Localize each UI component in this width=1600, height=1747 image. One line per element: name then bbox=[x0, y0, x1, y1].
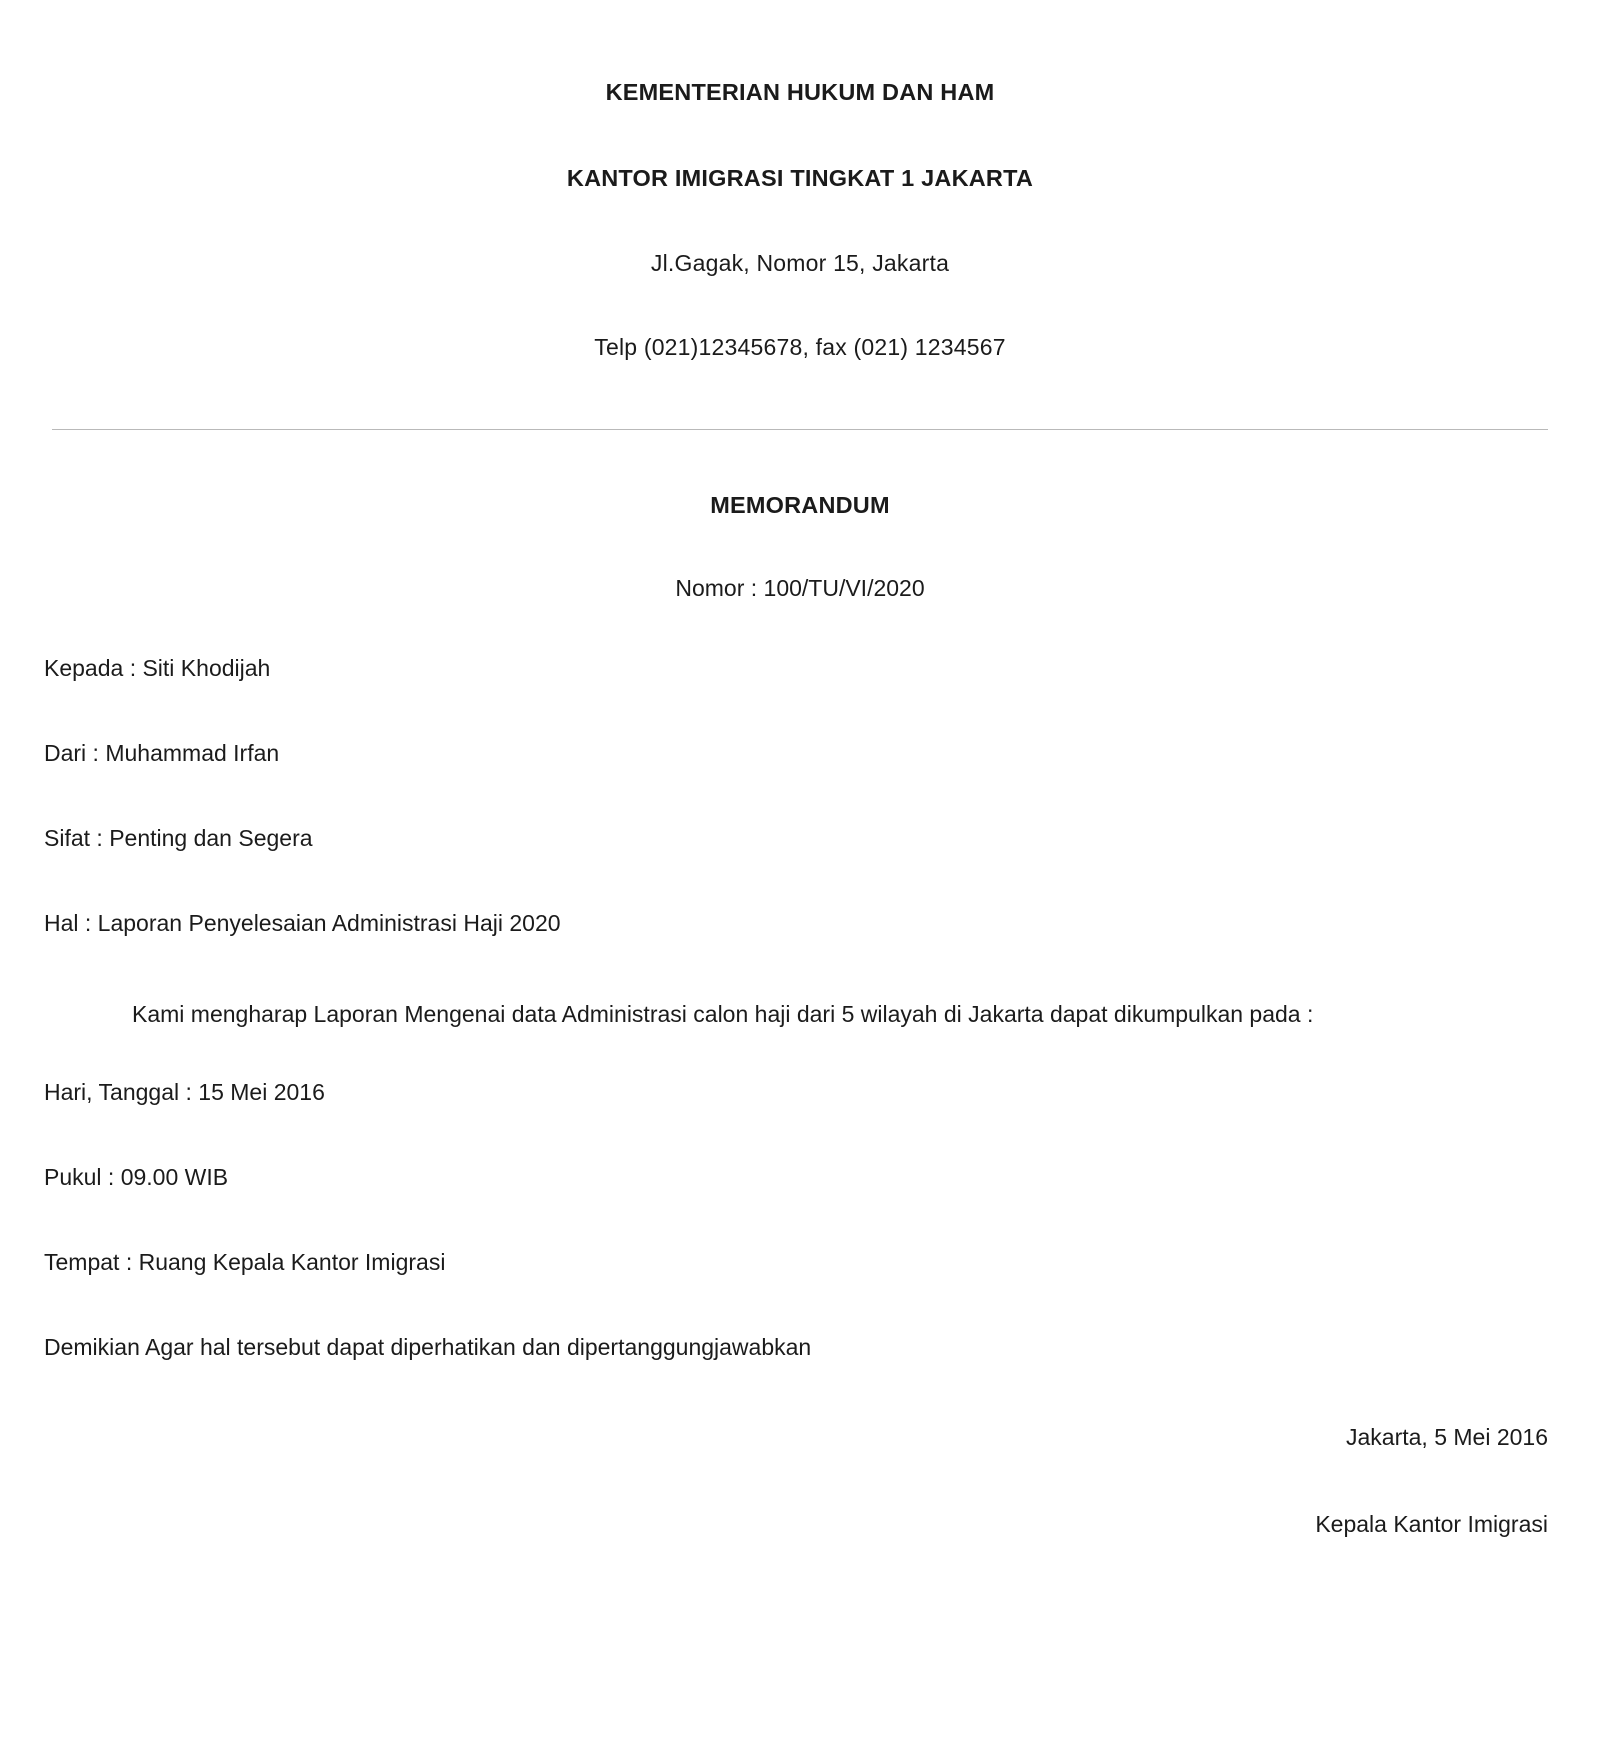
letterhead-office: KANTOR IMIGRASI TINGKAT 1 JAKARTA bbox=[566, 165, 1034, 192]
field-tempat: Tempat : Ruang Kepala Kantor Imigrasi bbox=[44, 1248, 446, 1275]
memo-body-paragraph: Kami mengharap Laporan Mengenai data Administrasi calon haji dari 5 wilayah di Jakarta dapat dikumpulkan pada : bbox=[132, 1000, 1314, 1027]
field-hari-tanggal: Hari, Tanggal : 15 Mei 2016 bbox=[44, 1078, 325, 1105]
letterhead-address: Jl.Gagak, Nomor 15, Jakarta bbox=[650, 249, 950, 276]
field-hal: Hal : Laporan Penyelesaian Administrasi Haji 2020 bbox=[44, 909, 561, 936]
signature-block bbox=[44, 1423, 1556, 1540]
memo-fields-top bbox=[44, 654, 1556, 939]
memo-closing-statement: Demikian Agar hal tersebut dapat diperhatikan dan dipertanggungjawabkan bbox=[44, 1334, 812, 1361]
memo-title: MEMORANDUM bbox=[710, 492, 890, 519]
letterhead-ministry: KEMENTERIAN HUKUM DAN HAM bbox=[605, 79, 995, 105]
memo-fields-bottom bbox=[44, 1078, 1556, 1278]
field-dari: Dari : Muhammad Irfan bbox=[44, 740, 280, 767]
signature-role: Kepala Kantor Imigrasi bbox=[1315, 1511, 1548, 1538]
memo-number: Nomor : 100/TU/VI/2020 bbox=[675, 575, 925, 602]
signature-place-date: Jakarta, 5 Mei 2016 bbox=[1345, 1424, 1548, 1451]
letterhead bbox=[44, 0, 1556, 361]
letterhead-contact: Telp (021)12345678, fax (021) 1234567 bbox=[594, 333, 1006, 360]
letterhead-divider bbox=[52, 429, 1548, 430]
field-kepada: Kepada : Siti Khodijah bbox=[44, 655, 271, 682]
field-pukul: Pukul : 09.00 WIB bbox=[44, 1163, 229, 1190]
field-sifat: Sifat : Penting dan Segera bbox=[44, 825, 313, 852]
